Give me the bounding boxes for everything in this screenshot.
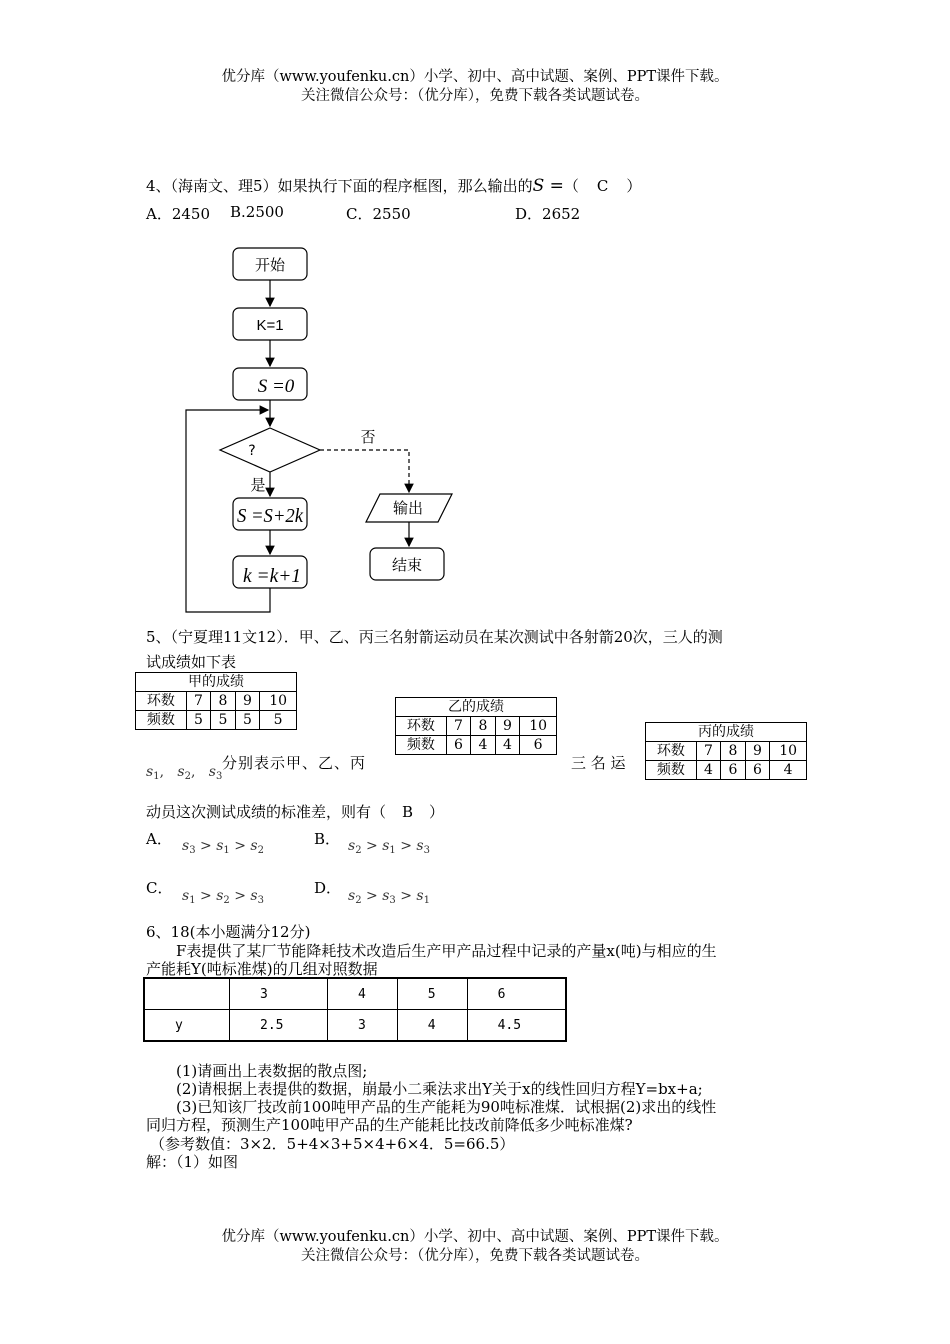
header-line-1: 优分库（www.youfenku.cn）小学、初中、高中试题、案例、PPT课件下载。 xyxy=(221,69,729,85)
start-label: 开始 xyxy=(254,256,286,274)
no-label: 否 xyxy=(360,428,376,446)
table-yi-freq: 4 xyxy=(471,736,496,755)
q6-cell: 4 xyxy=(327,978,397,1010)
q6-part-3b: 同归方程，预测生产100吨甲产品的生产能耗比技改前降低多少吨标准煤? xyxy=(146,1116,633,1134)
s-sub: 1 xyxy=(153,771,160,782)
table-bing-score: 10 xyxy=(770,742,807,761)
s-var: s xyxy=(208,764,216,780)
table-yi-title: 乙的成绩 xyxy=(396,698,557,717)
q6-line-1: F表提供了某厂节能降耗技术改造后生产甲产品过程中记录的产量x(吨)与相应的生 xyxy=(176,942,717,960)
table-jia-freq: 5 xyxy=(235,711,260,730)
output-label: 输出 xyxy=(392,499,424,517)
table-yi-score: 8 xyxy=(471,717,496,736)
q5-desc-right: 三 名 运 xyxy=(571,754,626,772)
table-jia-score: 7 xyxy=(186,692,211,711)
q5-stem-line-3-text: 动员这次测试成绩的标准差，则有（ xyxy=(146,803,387,821)
table-bing xyxy=(645,722,807,780)
table-bing-freq: 6 xyxy=(745,761,770,780)
q6-cell: 5 xyxy=(397,978,467,1010)
q5-stem-line-1: 5、（宁夏理11文12）．甲、乙、丙三名射箭运动员在某次测试中各射箭20次，三人的测 xyxy=(146,628,723,646)
q4-stem-var: S = xyxy=(532,176,564,196)
q6-cell: y xyxy=(144,1010,230,1042)
q4-option-d: D．2652 xyxy=(515,205,581,223)
header-line-2: 关注微信公众号：（优分库），免费下载各类试题试卷。 xyxy=(301,88,649,104)
table-bing-freq: 4 xyxy=(696,761,721,780)
table-yi-head-2: 频数 xyxy=(396,736,447,755)
decision-diamond xyxy=(220,428,320,472)
table-jia-freq: 5 xyxy=(186,711,211,730)
end-label: 结束 xyxy=(391,556,423,574)
q6-part-1: (1)请画出上表数据的散点图; xyxy=(176,1062,368,1080)
s-variables: $s_1$, $s_2$, $s_3$ xyxy=(146,764,223,782)
q5-paren-close: ） xyxy=(429,803,445,821)
table-jia-head-2: 频数 xyxy=(136,711,187,730)
table-yi-freq: 4 xyxy=(495,736,520,755)
q5-opt-d: $s_2 > s_3 > s_1$ xyxy=(348,888,430,906)
table-jia-title: 甲的成绩 xyxy=(136,673,297,692)
q6-cell: 2.5 xyxy=(230,1010,328,1042)
q5-stem-line-2: 试成绩如下表 xyxy=(146,653,237,671)
update-s-label: S =S+2k xyxy=(237,505,305,527)
q4-paren-open: （ xyxy=(563,177,579,195)
q5-opt-c-label: C． xyxy=(146,879,173,897)
q6-cell: 3 xyxy=(230,978,328,1010)
table-bing-head-1: 环数 xyxy=(646,742,697,761)
table-jia-score: 9 xyxy=(235,692,260,711)
s-sub: 2 xyxy=(184,771,191,782)
table-jia-freq: 5 xyxy=(260,711,297,730)
table-yi-freq: 6 xyxy=(446,736,471,755)
q6-title: 6、18(本小题满分12分) xyxy=(146,923,311,941)
q6-part-2: (2)请根据上表提供的数据，崩最小二乘法求出Y关于x的线性回归方程Y=bx+a; xyxy=(176,1080,703,1098)
init-k-label: K=1 xyxy=(256,317,284,334)
q5-opt-d-label: D． xyxy=(314,879,342,897)
flowchart xyxy=(0,0,950,640)
q5-opt-b: $s_2 > s_1 > s_3$ xyxy=(348,838,430,856)
q5-desc-mid: 分别表示甲、乙、丙 xyxy=(222,754,367,772)
q5-opt-a-label: A． xyxy=(146,830,172,848)
table-jia-freq: 5 xyxy=(211,711,236,730)
table-yi-score: 7 xyxy=(446,717,471,736)
decision-label: ? xyxy=(248,443,256,459)
q4-paren-close: ） xyxy=(626,177,642,195)
q4-option-a: A．2450 xyxy=(146,205,211,223)
table-bing-freq: 6 xyxy=(721,761,746,780)
q6-solution: 解：（1）如图 xyxy=(146,1153,239,1171)
yes-label: 是 xyxy=(250,476,266,494)
s-sub: 3 xyxy=(215,771,223,782)
q5-stem-line-3 xyxy=(146,801,444,822)
q4-option-c: C．2550 xyxy=(346,205,411,223)
init-s-label: S =0 xyxy=(257,376,295,397)
q6-cell: 3 xyxy=(327,1010,397,1042)
footer-line-1: 优分库（www.youfenku.cn）小学、初中、高中试题、案例、PPT课件下载。 xyxy=(221,1229,729,1245)
q6-reference: （参考数值：3×2．5+4×3+5×4+6×4．5=66.5） xyxy=(150,1135,515,1153)
q6-cell: 4.5 xyxy=(467,1010,566,1042)
table-yi-score: 10 xyxy=(520,717,557,736)
table-yi-score: 9 xyxy=(495,717,520,736)
update-k-label: k =k+1 xyxy=(243,565,301,587)
q4-answer: C xyxy=(596,177,609,195)
q6-part-3a: (3)已知该厂技改前100吨甲产品的生产能耗为90吨标准煤．试根据(2)求出的线性 xyxy=(176,1098,717,1116)
q6-cell xyxy=(144,978,230,1010)
s-var: s xyxy=(146,764,154,780)
table-jia-head-1: 环数 xyxy=(136,692,187,711)
q5-opt-b-label: B． xyxy=(314,830,341,848)
table-bing-head-2: 频数 xyxy=(646,761,697,780)
s-var: s xyxy=(177,764,185,780)
q4-stem-text: 4、（海南文、理5）如果执行下面的程序框图，那么输出的 xyxy=(146,177,533,195)
table-bing-score: 7 xyxy=(696,742,721,761)
table-jia-score: 10 xyxy=(260,692,297,711)
table-jia xyxy=(135,672,297,730)
table-yi-freq: 6 xyxy=(520,736,557,755)
table-bing-score: 8 xyxy=(721,742,746,761)
table-jia-score: 8 xyxy=(211,692,236,711)
q6-data-table xyxy=(143,977,567,1042)
q6-cell: 4 xyxy=(397,1010,467,1042)
table-yi xyxy=(395,697,557,755)
q6-cell: 6 xyxy=(467,978,566,1010)
q5-answer: B xyxy=(402,803,414,821)
table-bing-score: 9 xyxy=(745,742,770,761)
table-bing-freq: 4 xyxy=(770,761,807,780)
table-yi-head-1: 环数 xyxy=(396,717,447,736)
q5-opt-c: $s_1 > s_2 > s_3$ xyxy=(182,888,264,906)
table-bing-title: 丙的成绩 xyxy=(646,723,807,742)
q6-line-2: 产能耗Y(吨标准煤)的几组对照数据 xyxy=(146,960,378,978)
q5-opt-a: $s_3 > s_1 > s_2$ xyxy=(182,838,264,856)
q4-option-b: B.2500 xyxy=(230,203,284,221)
footer-line-2: 关注微信公众号：（优分库），免费下载各类试题试卷。 xyxy=(301,1248,649,1264)
